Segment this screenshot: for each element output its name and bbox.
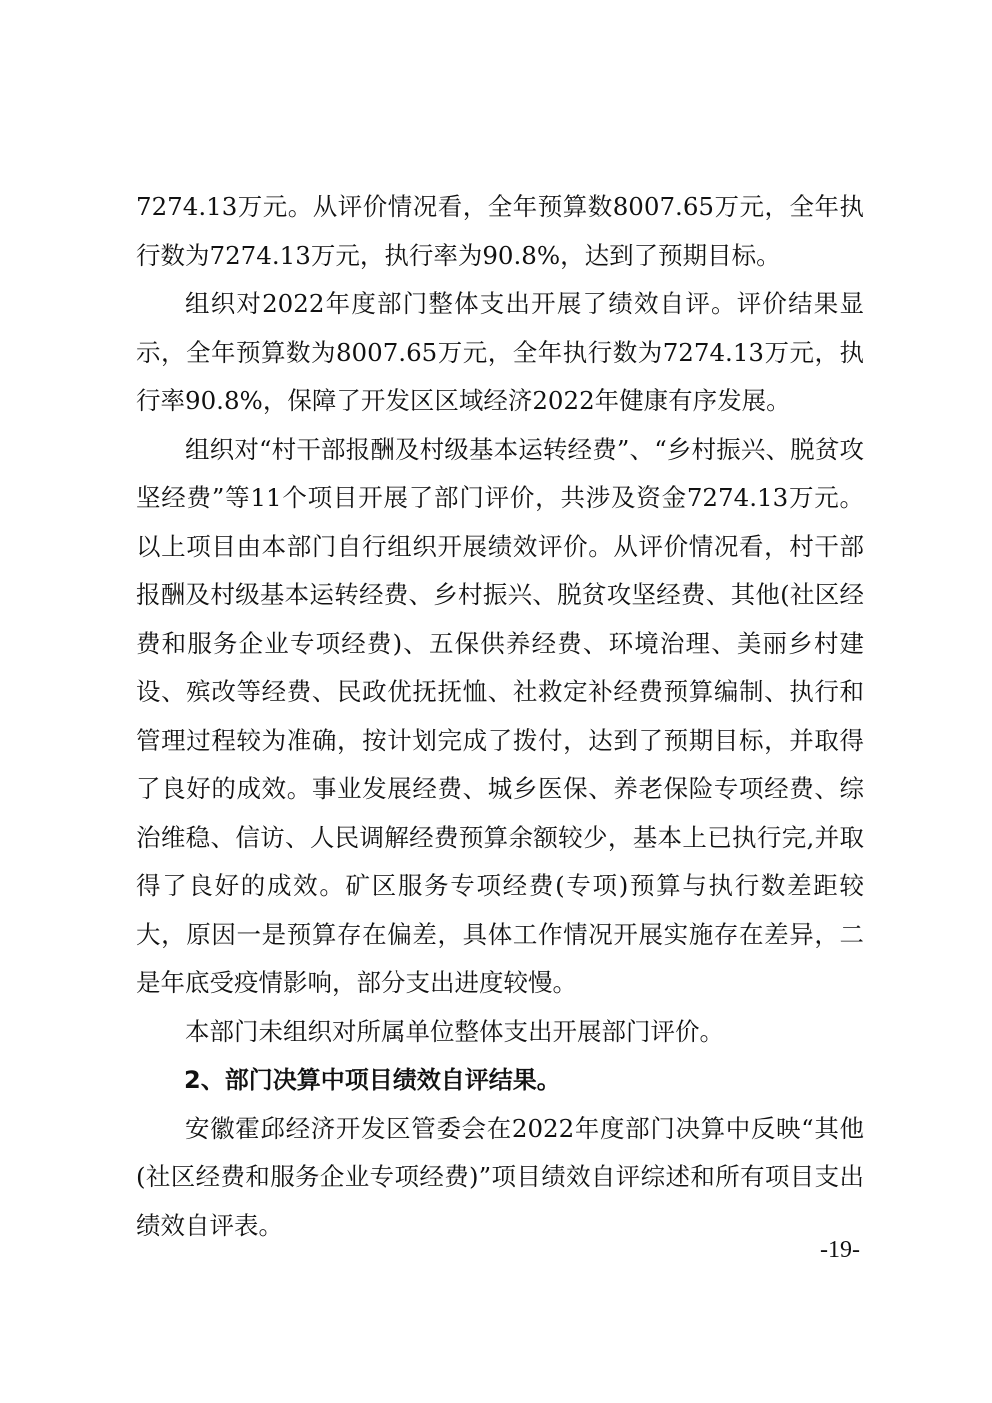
paragraph-continuation: 7274.13万元。从评价情况看，全年预算数8007.65万元，全年执行数为7274.13万元，执行率为90.8%，达到了预期目标。 [136, 192, 864, 270]
body-text [136, 183, 864, 1250]
page-number: -19- [820, 1237, 860, 1263]
paragraph-final-accounts: 安徽霍邱经济开发区管委会在2022年度部门决算中反映“其他(社区经费和服务企业专项经费)”项目绩效自评综述和所有项目支出绩效自评表。 [136, 1113, 864, 1240]
paragraph-subordinate-units: 本部门未组织对所属单位整体支出开展部门评价。 [185, 1016, 724, 1046]
paragraph-project-evaluation: 组织对“村干部报酬及村级基本运转经费”、“乡村振兴、脱贫攻坚经费”等11个项目开展了部门评价，共涉及资金7274.13万元。以上项目由本部门自行组织开展绩效评价。从评价情况看，村干部报酬及村级基本运转经费、乡村振兴、脱贫攻坚经费、其他(社区经费和服务企业专项经费)、五保供养经费、环境治理、美丽乡村建设、殡改等经费、民政优抚抚恤、社救定补经费预算编制、执行和管理过程较为准确，按计划完成了拨付，达到了预期目标，并取得了良好的成效。事业发展经费、城乡医保、养老保险专项经费、综治维稳、信访、人民调解经费预算余额较少，基本上已执行完,并取得了良好的成效。矿区服务专项经费(专项)预算与执行数差距较大，原因一是预算存在偏差，具体工作情况开展实施存在差异，二是年底受疫情影响，部分支出进度较慢。 [136, 434, 864, 997]
paragraph-overall-self-evaluation: 组织对2022年度部门整体支出开展了绩效自评。评价结果显示，全年预算数为8007.65万元，全年执行数为7274.13万元，执行率90.8%，保障了开发区区域经济2022年健康有序发展。 [136, 289, 864, 415]
section-heading: 2、部门决算中项目绩效自评结果。 [184, 1066, 561, 1094]
